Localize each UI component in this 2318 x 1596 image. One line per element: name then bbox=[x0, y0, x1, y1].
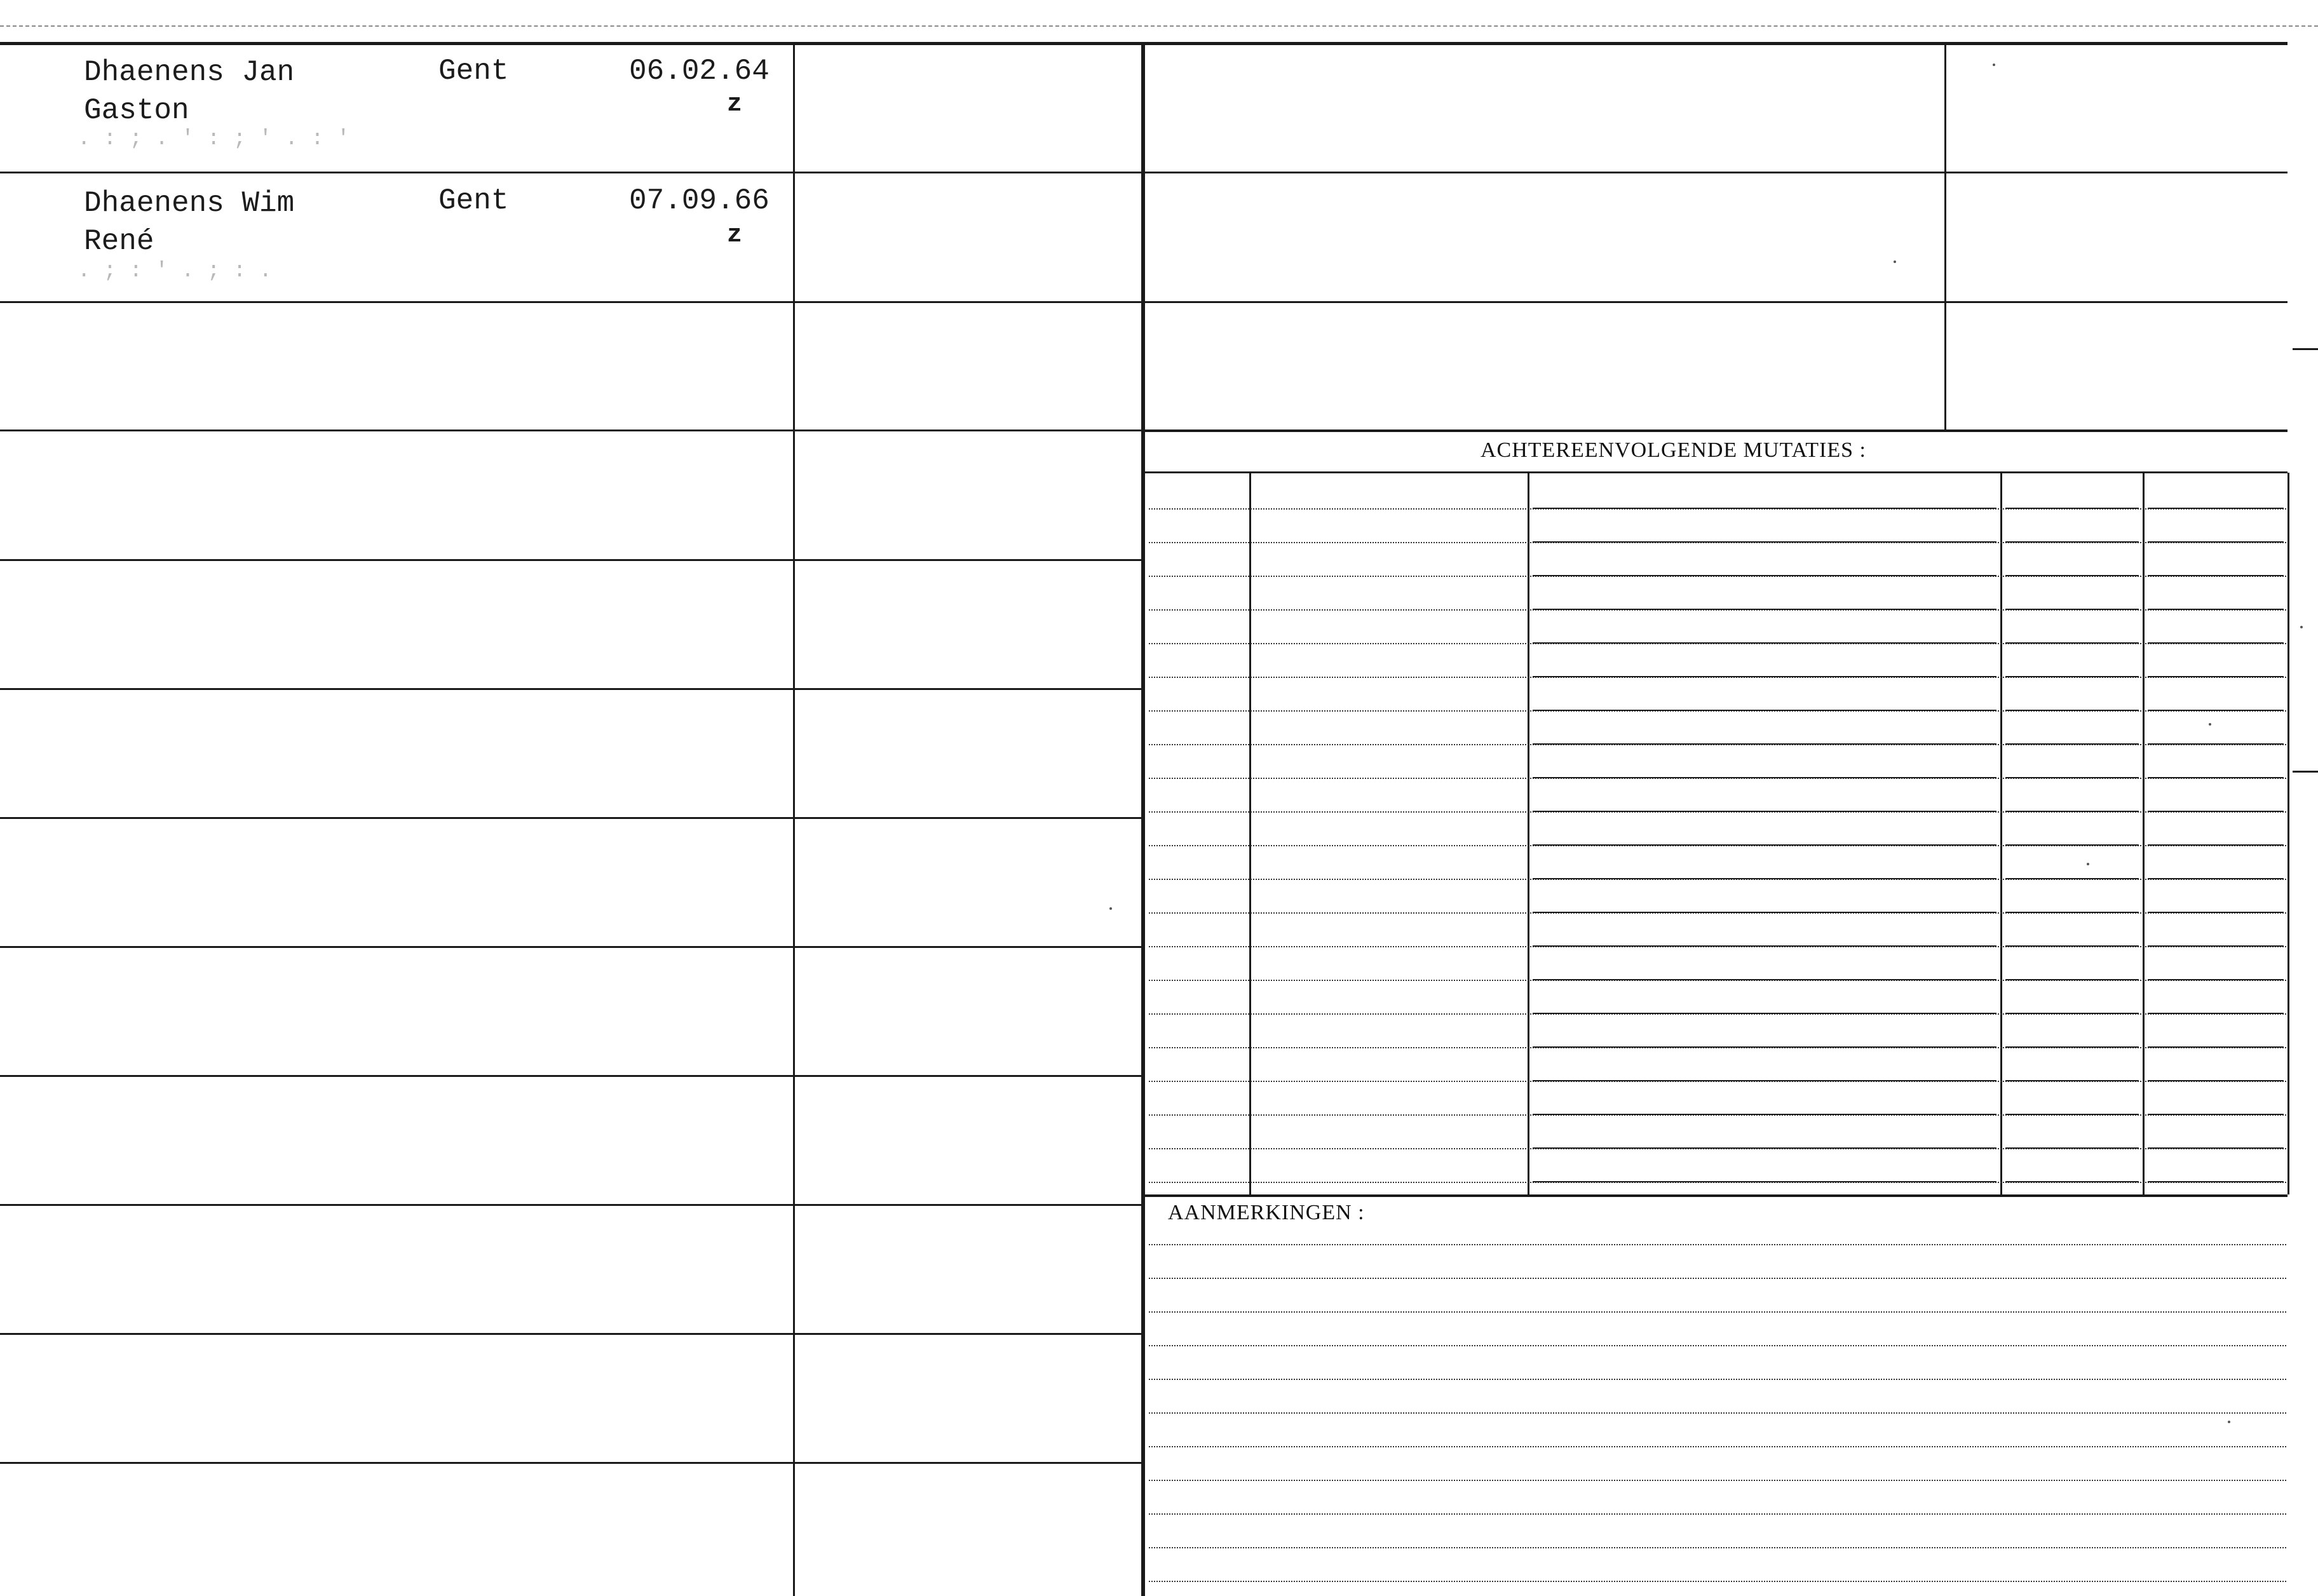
ruled-line-solid bbox=[2148, 979, 2284, 980]
record-date: 07.09.66 bbox=[629, 184, 769, 217]
right-box-line bbox=[1144, 172, 2288, 173]
record-date: 06.02.64 bbox=[629, 55, 769, 88]
left-row-line bbox=[0, 946, 1141, 948]
ruled-line-solid bbox=[2005, 541, 2139, 543]
ruled-line-solid bbox=[2148, 1080, 2284, 1081]
left-row-line bbox=[0, 817, 1141, 819]
left-row-line bbox=[0, 688, 1141, 690]
ruled-line-solid bbox=[1533, 710, 1996, 711]
ruled-line-solid bbox=[2148, 1013, 2284, 1014]
ruled-line-solid bbox=[2148, 1147, 2284, 1149]
ruled-line-solid bbox=[2005, 844, 2139, 846]
mutations-column-divider bbox=[2000, 473, 2002, 1194]
ruled-line-solid bbox=[2005, 1013, 2139, 1014]
ruled-line-solid bbox=[1533, 912, 1996, 913]
ruled-line bbox=[1149, 1547, 2286, 1548]
ruled-line-solid bbox=[2148, 609, 2284, 610]
record-name-line: Dhaenens Wim bbox=[84, 187, 295, 220]
scan-speck bbox=[2087, 863, 2089, 865]
left-row-line bbox=[0, 1204, 1141, 1206]
ruled-line bbox=[1149, 1379, 2286, 1380]
ruled-line-solid bbox=[1533, 945, 1996, 947]
ruled-line-solid bbox=[2148, 508, 2284, 509]
ruled-line-solid bbox=[2148, 575, 2284, 576]
ruled-line bbox=[1149, 1581, 2286, 1582]
ruled-line-solid bbox=[2005, 642, 2139, 644]
ruled-line-solid bbox=[2148, 541, 2284, 543]
ruled-line-solid bbox=[1533, 878, 1996, 879]
ruled-line-solid bbox=[2148, 844, 2284, 846]
ruled-line-solid bbox=[2005, 1046, 2139, 1048]
ruled-line-solid bbox=[1533, 575, 1996, 576]
faded-ink-smudge: . ; : ' . ; : . bbox=[78, 259, 273, 283]
ruled-line-solid bbox=[1533, 743, 1996, 745]
ruled-line bbox=[1149, 1446, 2286, 1447]
record-code: z bbox=[727, 221, 743, 250]
ruled-line-solid bbox=[2005, 1114, 2139, 1115]
ruled-line-solid bbox=[2148, 945, 2284, 947]
record-place: Gent bbox=[438, 184, 509, 217]
left-row-line bbox=[0, 429, 1141, 431]
remarks-heading: AANMERKINGEN : bbox=[1168, 1201, 1365, 1224]
ruled-line-solid bbox=[2148, 642, 2284, 644]
ruled-line-solid bbox=[2148, 1114, 2284, 1115]
ruled-line bbox=[1149, 1244, 2286, 1245]
ruled-line-solid bbox=[1533, 1181, 1996, 1182]
ruled-line-solid bbox=[2005, 1080, 2139, 1081]
ruled-line-solid bbox=[2148, 777, 2284, 778]
ruled-line-solid bbox=[2148, 743, 2284, 745]
ruled-line-solid bbox=[2005, 743, 2139, 745]
ruled-line-solid bbox=[1533, 541, 1996, 543]
mutations-heading: ACHTEREENVOLGENDE MUTATIES : bbox=[1481, 438, 1866, 462]
ruled-line bbox=[1149, 1513, 2286, 1515]
left-row-line bbox=[0, 1462, 1141, 1464]
left-row-line bbox=[0, 172, 1141, 173]
scan-speck bbox=[1109, 907, 1112, 910]
left-right-panel-divider bbox=[1141, 43, 1145, 1596]
ruled-line-solid bbox=[1533, 811, 1996, 812]
ruled-line-solid bbox=[2005, 912, 2139, 913]
ruled-line-solid bbox=[2005, 1181, 2139, 1182]
ruled-line-solid bbox=[2005, 979, 2139, 980]
ruled-line-solid bbox=[1533, 844, 1996, 846]
ruled-line-solid bbox=[2005, 575, 2139, 576]
scan-speck bbox=[2209, 723, 2211, 726]
ruled-line-solid bbox=[1533, 1114, 1996, 1115]
paper-top-edge bbox=[0, 25, 2318, 27]
scan-speck bbox=[1993, 64, 1995, 66]
scan-speck bbox=[1894, 260, 1896, 263]
ruled-line-solid bbox=[1533, 1046, 1996, 1048]
record-given-name: René bbox=[84, 225, 154, 258]
ruled-line-solid bbox=[1533, 1080, 1996, 1081]
ruled-line bbox=[1149, 1311, 2286, 1313]
ruled-line-solid bbox=[2148, 710, 2284, 711]
ruled-line-solid bbox=[2148, 912, 2284, 913]
ruled-line-solid bbox=[1533, 676, 1996, 677]
faded-ink-smudge: . : ; . ' : ; ' . : ' bbox=[78, 127, 350, 151]
ruled-line bbox=[1149, 1278, 2286, 1279]
right-box-line bbox=[1144, 301, 2288, 303]
record-code: z bbox=[727, 90, 743, 119]
ruled-line-solid bbox=[2148, 811, 2284, 812]
mutations-top-border bbox=[1144, 429, 2288, 432]
ruled-line bbox=[1149, 1345, 2286, 1346]
left-row-line bbox=[0, 1075, 1141, 1077]
ruled-line-solid bbox=[2005, 676, 2139, 677]
scan-speck bbox=[2300, 626, 2303, 628]
ruled-line-solid bbox=[2148, 676, 2284, 677]
ruled-line-solid bbox=[2005, 878, 2139, 879]
left-row-line bbox=[0, 1333, 1141, 1335]
mutations-column-divider bbox=[2288, 473, 2289, 1194]
ruled-line-solid bbox=[2148, 1181, 2284, 1182]
mutations-bottom-border bbox=[1144, 1194, 2288, 1197]
mutations-header-line bbox=[1144, 471, 2288, 473]
left-table-divider bbox=[793, 43, 795, 1596]
ruled-line-solid bbox=[2148, 1046, 2284, 1048]
scan-speck bbox=[2228, 1421, 2230, 1423]
top-right-box-divider bbox=[1944, 43, 1946, 431]
ruled-line-solid bbox=[2005, 609, 2139, 610]
ruled-line-solid bbox=[1533, 1013, 1996, 1014]
left-row-line bbox=[0, 301, 1141, 303]
ruled-line-solid bbox=[2005, 508, 2139, 509]
ruled-line-solid bbox=[2005, 777, 2139, 778]
ruled-line-solid bbox=[2005, 811, 2139, 812]
ruled-line-solid bbox=[2005, 710, 2139, 711]
left-row-line bbox=[0, 559, 1141, 561]
edge-tick bbox=[2293, 771, 2318, 773]
ruled-line-solid bbox=[1533, 979, 1996, 980]
edge-tick bbox=[2293, 348, 2318, 350]
ruled-line bbox=[1149, 1412, 2286, 1414]
ruled-line-solid bbox=[1533, 609, 1996, 610]
ruled-line-solid bbox=[1533, 508, 1996, 509]
ruled-line-solid bbox=[2148, 878, 2284, 879]
ruled-line-solid bbox=[2005, 945, 2139, 947]
ruled-line-solid bbox=[1533, 777, 1996, 778]
record-place: Gent bbox=[438, 55, 509, 88]
ruled-line bbox=[1149, 1480, 2286, 1481]
ruled-line-solid bbox=[2005, 1147, 2139, 1149]
mutations-column-divider bbox=[2143, 473, 2145, 1194]
ruled-line-solid bbox=[1533, 642, 1996, 644]
ruled-line-solid bbox=[1533, 1147, 1996, 1149]
record-name-line: Dhaenens Jan bbox=[84, 56, 295, 89]
record-given-name: Gaston bbox=[84, 94, 189, 127]
mutations-column-divider bbox=[1528, 473, 1529, 1194]
mutations-column-divider bbox=[1249, 473, 1251, 1194]
